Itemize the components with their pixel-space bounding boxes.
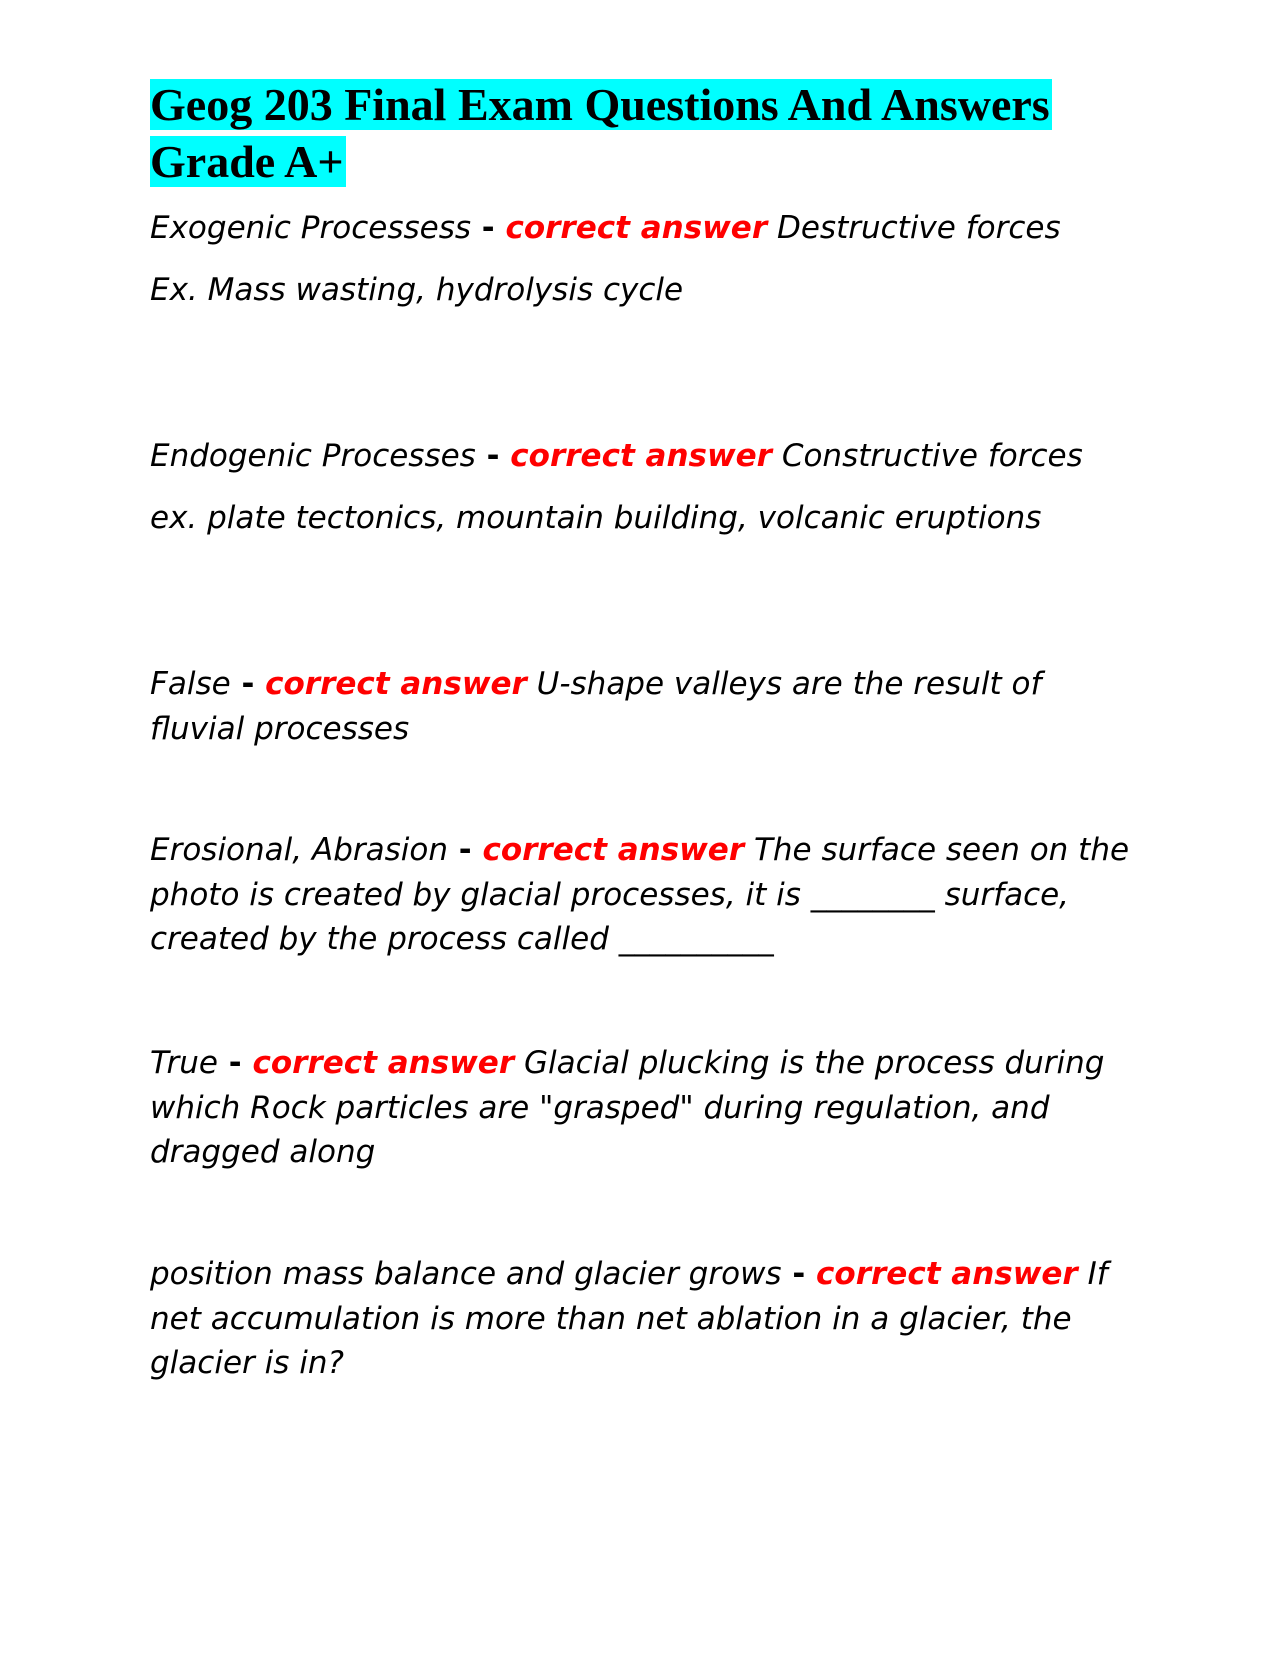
qa-item-5: [150, 1041, 1140, 1175]
document-title: [150, 76, 1130, 190]
qa-separator: -: [218, 1045, 253, 1081]
qa-item-4: [150, 828, 1140, 962]
qa-separator: -: [475, 438, 511, 474]
correct-answer-label: correct answer: [482, 832, 745, 868]
qa-item-1: [150, 206, 1140, 312]
qa-answer: Glacial plucking is the process during which Rock particles are "grasped" during regulation, and dragged along: [150, 1045, 1105, 1170]
qa-term: Exogenic Processess: [150, 210, 472, 246]
correct-answer-label: correct answer: [510, 438, 772, 474]
qa-example: Ex. Mass wasting, hydrolysis cycle: [150, 271, 684, 308]
qa-answer: The surface seen on the photo is created by glacial processes, it is ________ surface, created by the process called __________: [150, 832, 1130, 957]
qa-separator: -: [448, 832, 483, 868]
qa-item-6: [150, 1252, 1140, 1386]
qa-separator: -: [471, 210, 506, 246]
qa-answer: Destructive forces: [776, 210, 1061, 246]
correct-answer-label: correct answer: [252, 1045, 515, 1081]
qa-example: ex. plate tectonics, mountain building, volcanic eruptions: [150, 499, 1042, 536]
qa-term: True: [150, 1045, 218, 1081]
qa-item-2: [150, 434, 1140, 540]
correct-answer-label: correct answer: [265, 666, 527, 702]
qa-separator: -: [781, 1256, 817, 1292]
qa-term: position mass balance and glacier grows: [150, 1256, 782, 1292]
qa-term: False: [150, 666, 231, 702]
title-highlight: Geog 203 Final Exam Questions And Answers Grade A+: [150, 79, 1050, 187]
qa-separator: -: [230, 666, 266, 702]
qa-term: Erosional, Abrasion: [150, 832, 448, 868]
correct-answer-label: correct answer: [505, 210, 768, 246]
qa-answer: Constructive forces: [781, 438, 1083, 474]
qa-answer: U-shape valleys are the result of fluvial processes: [150, 666, 1042, 747]
qa-answer: If net accumulation is more than net ablation in a glacier, the glacier is in?: [150, 1256, 1108, 1381]
qa-term: Endogenic Processes: [150, 438, 476, 474]
qa-item-3: [150, 662, 1140, 751]
correct-answer-label: correct answer: [816, 1256, 1078, 1292]
